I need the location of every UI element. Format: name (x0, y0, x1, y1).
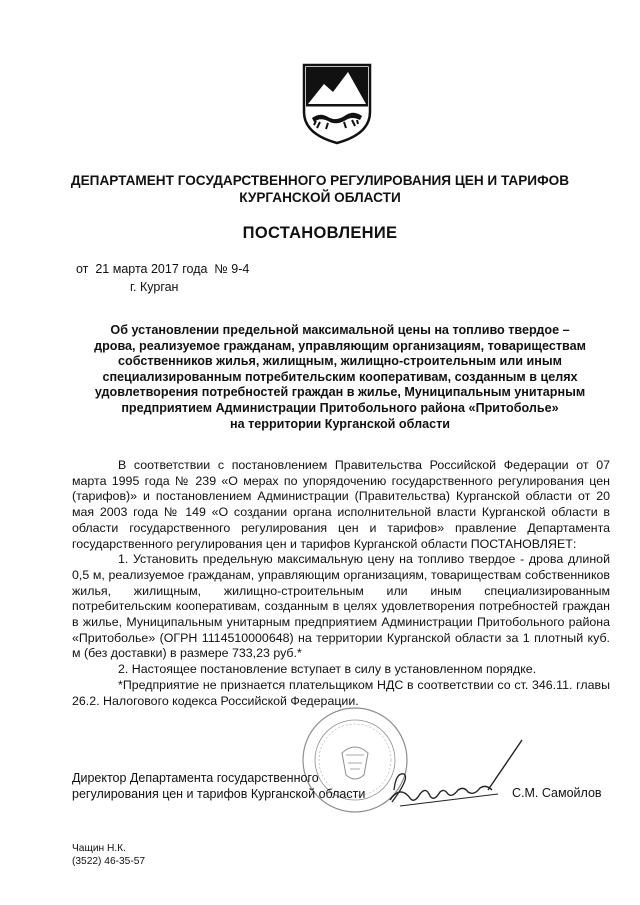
director-name: С.М. Самойлов (512, 786, 602, 800)
subject-line: специализированным потребительским кооперативам, созданным в целях (102, 369, 578, 384)
signature-icon (380, 730, 530, 820)
item-1-paragraph: 1. Установить предельную максимальную цену на топливо твердое - дрова длиной 0,5 м, реализуемое гражданам, управляющим организациям, товариществам собственников жилья, жилищным, жилищно-строительным или иным специализированным потребительским кооперативам, созданным в целях удовлетворения потребностей граждан в жилье, Муниципальным унитарным предприятием Администрации Притобольного района «Притоболье» (ОГРН 1114510000648) на территории Курганской области за 1 плотный куб. м (без доставки) в размере 733,23 руб.* (72, 552, 610, 661)
document-subject (90, 323, 590, 432)
subject-line: предприятием Администрации Притобольного района «Притоболье» (121, 400, 559, 415)
subject-line: на территории Курганской области (229, 416, 450, 431)
document-date-number: от 21 марта 2017 года № 9-4 (76, 262, 250, 276)
footnote-paragraph: *Предприятие не признается плательщиком НДС в соответствии со ст. 346.11. главы 26.2. Налогового кодекса Российской Федерации. (72, 677, 610, 708)
subject-line: удовлетворения потребностей граждан в жилье, Муниципальным унитарным (94, 385, 586, 400)
department-title-line1: ДЕПАРТАМЕНТ ГОСУДАРСТВЕННОГО РЕГУЛИРОВАНИЯ ЦЕН И ТАРИФОВ (70, 173, 570, 188)
subject-line: дрова, реализуемое гражданам, управляющим организациям, товариществам (94, 338, 586, 353)
director-position-line2: регулирования цен и тарифов Курганской области (72, 787, 366, 801)
document-city: г. Курган (130, 280, 179, 294)
director-position (72, 770, 365, 802)
department-title (0, 172, 640, 206)
preamble-paragraph: В соответствии с постановлением Правительства Российской Федерации от 07 марта 1995 года № 239 «О мерах по упорядочению государственного регулирования цен (тарифов)» и постановлением Администрации (Правительства) Курганской области от 20 мая 2003 года № 149 «О создании органа исполнительной власти Курганской области в области государственного регулирования цен и тарифов» правление Департамента государственного регулирования цен и тарифов Курганской области ПОСТАНОВЛЯЕТ: (72, 458, 610, 551)
department-title-line2: КУРГАНСКОЙ ОБЛАСТИ (239, 190, 401, 205)
director-position-line1: Директор Департамента государственного (72, 771, 319, 785)
document-body (72, 458, 610, 709)
executor-contacts (72, 842, 145, 868)
subject-line: Об установлении предельной максимальной цены на топливо твердое – (110, 323, 570, 337)
item-2-paragraph: 2. Настоящее постановление вступает в силу в установленном порядке. (118, 662, 537, 677)
document-type: ПОСТАНОВЛЕНИЕ (242, 224, 398, 242)
subject-line: собственников жилья, жилищным, жилищно-строительным или иным (118, 354, 562, 369)
executor-name: Чащин Н.К. (72, 843, 126, 854)
executor-phone: (3522) 46-35-57 (72, 856, 146, 867)
coat-of-arms-icon (300, 62, 374, 146)
